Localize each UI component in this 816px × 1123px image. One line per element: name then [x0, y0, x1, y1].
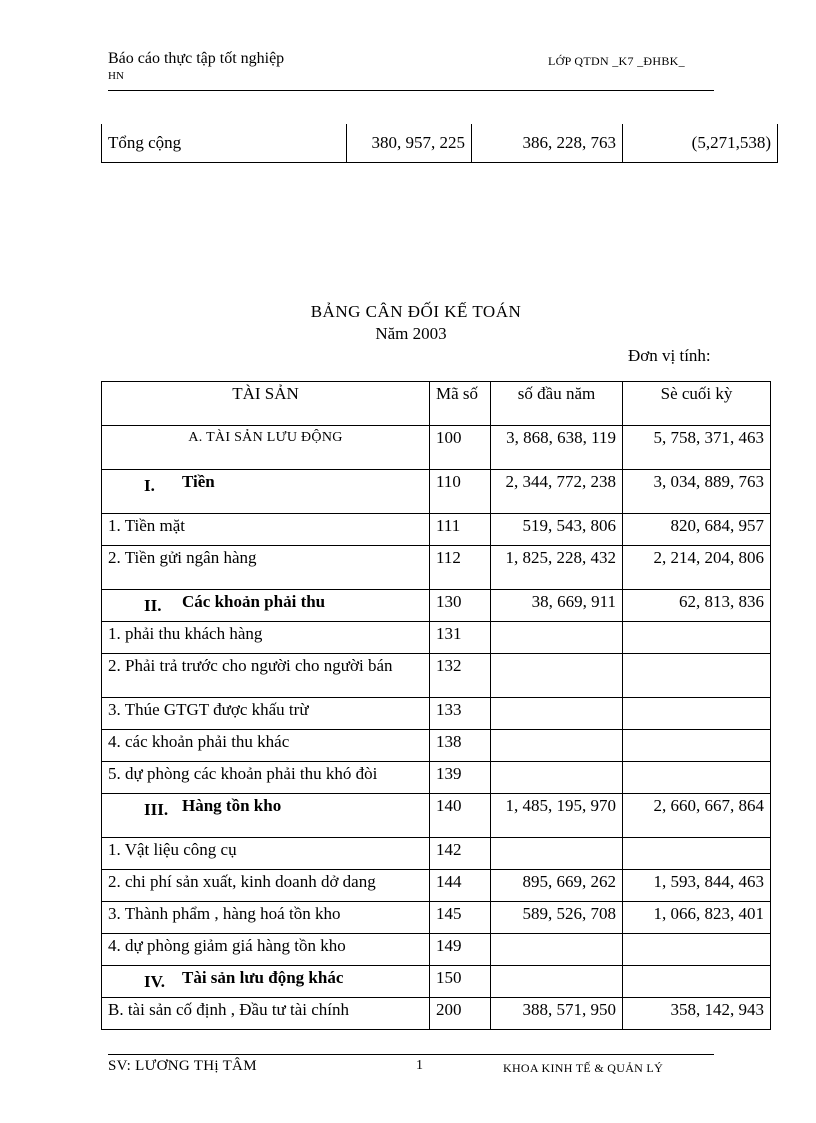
row-start-value: 3, 868, 638, 119 — [491, 426, 623, 470]
page-header-left — [108, 50, 284, 82]
total-label: Tổng cộng — [102, 124, 347, 163]
row-end-value — [623, 934, 771, 966]
row-start-value — [491, 762, 623, 794]
row-label: 5. dự phòng các khoản phải thu khó đòi — [102, 762, 430, 794]
row-end-value — [623, 654, 771, 698]
row-start-value: 1, 825, 228, 432 — [491, 546, 623, 590]
table-row — [102, 762, 771, 794]
table-row — [102, 426, 771, 470]
row-code: 142 — [430, 838, 491, 870]
table-row — [102, 470, 771, 514]
row-start-value: 2, 344, 772, 238 — [491, 470, 623, 514]
row-end-value: 820, 684, 957 — [623, 514, 771, 546]
header-rule — [108, 90, 714, 91]
total-value-1: 380, 957, 225 — [347, 124, 472, 163]
row-start-value — [491, 622, 623, 654]
table-header-row — [102, 382, 771, 426]
row-code: 138 — [430, 730, 491, 762]
row-label: 4. dự phòng giảm giá hàng tồn kho — [102, 934, 430, 966]
row-end-value: 1, 066, 823, 401 — [623, 902, 771, 934]
row-code: 130 — [430, 590, 491, 622]
row-start-value — [491, 934, 623, 966]
row-end-value — [623, 730, 771, 762]
row-start-value: 1, 485, 195, 970 — [491, 794, 623, 838]
class-label: LỚP QTDN _K7 _ĐHBK_ — [548, 54, 685, 68]
row-code: 150 — [430, 966, 491, 998]
table-row — [102, 514, 771, 546]
student-name: SV: LƯƠNG THị TÂM — [108, 1058, 257, 1074]
total-value-2: 386, 228, 763 — [472, 124, 623, 163]
row-roman: I. — [144, 476, 155, 495]
table-row — [102, 698, 771, 730]
row-start-value: 589, 526, 708 — [491, 902, 623, 934]
row-code: 133 — [430, 698, 491, 730]
balance-sheet-table — [101, 381, 771, 1030]
row-label: 2. Phải trả trước cho người cho người bán — [102, 654, 430, 698]
row-start-value — [491, 730, 623, 762]
row-end-value: 62, 813, 836 — [623, 590, 771, 622]
table-row — [102, 622, 771, 654]
row-end-value: 3, 034, 889, 763 — [623, 470, 771, 514]
table-row — [102, 870, 771, 902]
row-section — [102, 966, 430, 998]
row-section — [102, 794, 430, 838]
total-row — [102, 124, 778, 163]
row-end-value — [623, 698, 771, 730]
table-row — [102, 546, 771, 590]
carryover-total-table — [101, 124, 778, 163]
row-start-value: 38, 669, 911 — [491, 590, 623, 622]
row-code: 111 — [430, 514, 491, 546]
total-value-3: (5,271,538) — [623, 124, 778, 163]
row-end-value: 2, 660, 667, 864 — [623, 794, 771, 838]
row-start-value — [491, 698, 623, 730]
row-end-value — [623, 622, 771, 654]
row-start-value: 519, 543, 806 — [491, 514, 623, 546]
row-code: 145 — [430, 902, 491, 934]
table-row — [102, 902, 771, 934]
row-end-value — [623, 838, 771, 870]
row-label: Hàng tồn kho — [182, 796, 282, 815]
row-label: 2. chi phí sản xuất, kinh doanh dở dang — [102, 870, 430, 902]
table-row — [102, 590, 771, 622]
row-code: 140 — [430, 794, 491, 838]
column-header-start: số đầu năm — [491, 382, 623, 426]
row-label: B. tài sản cố định , Đầu tư tài chính — [102, 998, 430, 1030]
row-roman: II. — [144, 596, 162, 615]
row-code: 200 — [430, 998, 491, 1030]
row-section — [102, 590, 430, 622]
table-row — [102, 730, 771, 762]
table-row — [102, 998, 771, 1030]
row-code: 144 — [430, 870, 491, 902]
report-title-continuation: HN — [108, 70, 124, 82]
balance-sheet-title: BẢNG CÂN ĐỐI KẾ TOÁN — [310, 302, 522, 321]
row-end-value: 1, 593, 844, 463 — [623, 870, 771, 902]
column-header-end: Sè cuối kỳ — [623, 382, 771, 426]
row-label: 4. các khoản phải thu khác — [102, 730, 430, 762]
table-row — [102, 934, 771, 966]
row-label: Tiền — [182, 472, 215, 491]
table-row — [102, 966, 771, 998]
row-label: 3. Thúe GTGT được khấu trừ — [102, 698, 430, 730]
balance-sheet-year: Năm 2003 — [375, 324, 447, 343]
row-code: 132 — [430, 654, 491, 698]
row-code: 110 — [430, 470, 491, 514]
row-code: 131 — [430, 622, 491, 654]
row-label: 1. Vật liệu công cụ — [102, 838, 430, 870]
row-label: Tài sản lưu động khác — [182, 968, 344, 987]
row-end-value — [623, 966, 771, 998]
table-row — [102, 654, 771, 698]
row-end-value: 2, 214, 204, 806 — [623, 546, 771, 590]
row-label: Các khoản phải thu — [182, 592, 326, 611]
unit-label: Đơn vị tính: — [628, 346, 711, 365]
row-label: 1. Tiền mặt — [102, 514, 430, 546]
row-roman: IV. — [144, 972, 165, 991]
row-start-value: 388, 571, 950 — [491, 998, 623, 1030]
row-roman: III. — [144, 800, 169, 819]
footer-rule — [108, 1054, 714, 1055]
row-label: 3. Thành phẩm , hàng hoá tồn kho — [102, 902, 430, 934]
row-code: 139 — [430, 762, 491, 794]
row-start-value — [491, 966, 623, 998]
column-header-code: Mã số — [430, 382, 491, 426]
row-code: 100 — [430, 426, 491, 470]
row-label: 1. phải thu khách hàng — [102, 622, 430, 654]
row-section — [102, 470, 430, 514]
row-start-value — [491, 654, 623, 698]
row-end-value: 5, 758, 371, 463 — [623, 426, 771, 470]
row-code: 112 — [430, 546, 491, 590]
table-row — [102, 794, 771, 838]
row-code: 149 — [430, 934, 491, 966]
page-number: 1 — [416, 1058, 423, 1073]
row-end-value: 358, 142, 943 — [623, 998, 771, 1030]
faculty-name: KHOA KINH TẾ & QUẢN LÝ — [503, 1061, 664, 1075]
column-header-assets: TÀI SẢN — [102, 382, 430, 426]
row-start-value: 895, 669, 262 — [491, 870, 623, 902]
row-label: A. TÀI SẢN LƯU ĐỘNG — [102, 426, 430, 470]
table-row — [102, 838, 771, 870]
report-title: Báo cáo thực tập tốt nghiệp — [108, 50, 285, 67]
row-start-value — [491, 838, 623, 870]
row-label: 2. Tiền gửi ngân hàng — [102, 546, 430, 590]
row-end-value — [623, 762, 771, 794]
